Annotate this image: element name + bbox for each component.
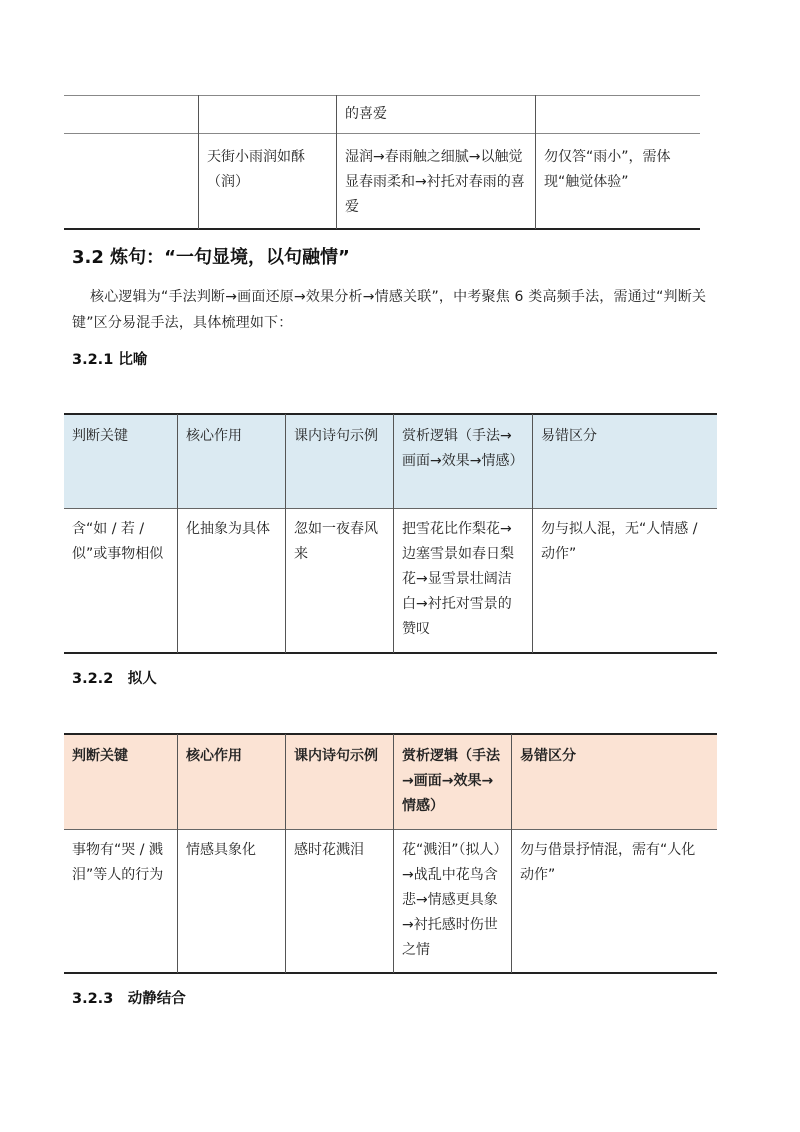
table-cell: 勿仅答“雨小”，需体现“触觉体验” <box>544 149 671 190</box>
table-header-cell: 核心作用 <box>186 748 242 764</box>
table-cell: 感时花溅泪 <box>294 842 364 858</box>
table-bottom-rule <box>64 228 700 230</box>
table-header-cell: 判断关键 <box>72 428 128 444</box>
section-intro-paragraph: 核心逻辑为“手法判断→画面还原→效果分析→情感关联”，中考聚焦 6 类高频手法，需通过“判断关键”区分易混手法，具体梳理如下： <box>72 289 707 331</box>
table-bottom-rule <box>64 972 717 974</box>
table-cell: 花“溅泪”（拟人）→战乱中花鸟含悲→情感更具象→衬托感时伤世之情 <box>402 842 501 958</box>
table-bottom-rule <box>64 652 717 654</box>
table-cell: 忽如一夜春风来 <box>294 521 378 562</box>
table-cell: 勿与拟人混，无“人情感 / 动作” <box>541 521 698 562</box>
table-row-divider <box>64 133 700 134</box>
section-heading: 3.2 炼句：“一句显境，以句融情” <box>72 247 350 268</box>
table-header-cell: 课内诗句示例 <box>294 428 378 444</box>
table-header-cell: 赏析逻辑（手法→画面→效果→情感） <box>402 748 500 814</box>
table-header-cell: 易错区分 <box>520 748 576 764</box>
table-cell: 把雪花比作梨花→边塞雪景如春日梨花→显雪景壮阔洁白→衬托对雪景的赞叹 <box>402 521 514 637</box>
table-cell: 化抽象为具体 <box>186 521 270 537</box>
table-cell: 含“如 / 若 / 似”或事物相似 <box>72 521 164 562</box>
subsection-heading: 3.2.1 比喻 <box>72 352 148 368</box>
table-cell: 情感具象化 <box>186 842 256 858</box>
table-header-cell: 赏析逻辑（手法→画面→效果→情感） <box>402 428 524 469</box>
table-header-cell: 核心作用 <box>186 428 242 444</box>
table-cell: 湿润→春雨触之细腻→以触觉显春雨柔和→衬托对春雨的喜爱 <box>345 149 525 215</box>
table-cell: 事物有“哭 / 溅泪”等人的行为 <box>72 842 164 883</box>
subsection-heading: 3.2.2 拟人 <box>72 671 157 687</box>
table-cell: 天街小雨润如酥 （润） <box>207 149 305 190</box>
table-header-cell: 课内诗句示例 <box>294 748 378 764</box>
table-header-cell: 判断关键 <box>72 748 128 764</box>
table-cell: 勿与借景抒情混，需有“人化动作” <box>520 842 696 883</box>
subsection-heading: 3.2.3 动静结合 <box>72 991 186 1007</box>
table-header-cell: 易错区分 <box>541 428 597 444</box>
table-cell: 的喜爱 <box>345 106 387 122</box>
